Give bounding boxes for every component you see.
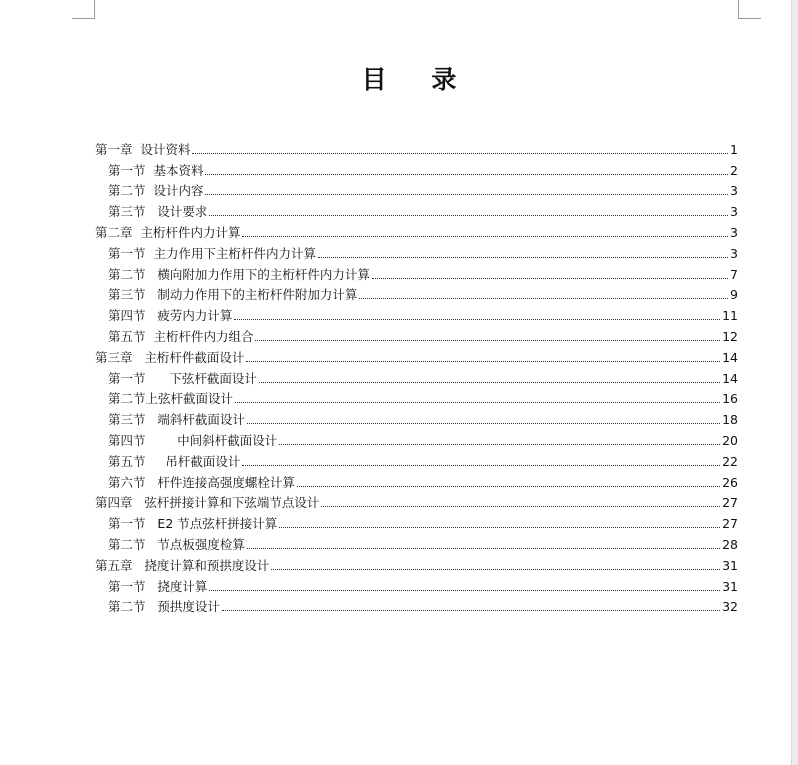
- toc-leader-dots: [205, 193, 728, 195]
- toc-page-number: 3: [730, 224, 738, 240]
- toc-chapter-entry[interactable]: [95, 219, 738, 240]
- toc-section-entry[interactable]: [95, 323, 738, 344]
- toc-page-number: 3: [730, 183, 738, 199]
- toc-page-number: 12: [722, 328, 738, 344]
- toc-leader-dots: [271, 568, 720, 570]
- toc-leader-dots: [372, 277, 728, 279]
- toc-leader-dots: [222, 609, 720, 611]
- toc-entry-label: 第六节 杆件连接高强度螺栓计算: [108, 474, 295, 490]
- toc-page-number: 1: [730, 141, 738, 157]
- toc-section-entry[interactable]: [95, 282, 738, 303]
- toc-entry-label: 第四节 疲劳内力计算: [108, 308, 233, 324]
- toc-leader-dots: [192, 152, 728, 154]
- toc-section-entry[interactable]: [95, 406, 738, 427]
- toc-section-entry[interactable]: [95, 261, 738, 282]
- toc-entry-label: 第四章 弦杆拼接计算和下弦端节点设计: [95, 495, 320, 511]
- toc-page-number: 26: [722, 474, 738, 490]
- toc-page-number: 11: [722, 308, 738, 324]
- toc-leader-dots: [247, 422, 720, 424]
- toc-leader-dots: [242, 235, 728, 237]
- top-right-margin-mark: [738, 0, 761, 19]
- toc-chapter-entry[interactable]: [95, 136, 738, 157]
- toc-section-entry[interactable]: [95, 178, 738, 199]
- toc-entry-label: 第二章 主桁杆件内力计算: [95, 224, 241, 240]
- table-of-contents: [95, 136, 738, 614]
- toc-entry-label: 第一节 基本资料: [108, 162, 204, 178]
- toc-entry-label: 第三节 设计要求: [108, 204, 208, 220]
- toc-entry-label: 第二节 节点板强度检算: [108, 536, 245, 552]
- toc-entry-label: 第一节 挠度计算: [108, 578, 208, 594]
- toc-page-number: 2: [730, 162, 738, 178]
- toc-leader-dots: [209, 589, 720, 591]
- toc-section-entry[interactable]: [95, 365, 738, 386]
- toc-leader-dots: [235, 401, 720, 403]
- toc-section-entry[interactable]: [95, 302, 738, 323]
- toc-page-number: 3: [730, 245, 738, 261]
- toc-entry-label: 第五节 吊杆截面设计: [108, 453, 241, 469]
- toc-chapter-entry[interactable]: [95, 552, 738, 573]
- toc-page-number: 31: [722, 557, 738, 573]
- toc-entry-label: 第三节 制动力作用下的主桁杆件附加力计算: [108, 287, 358, 303]
- toc-entry-label: 第四节 中间斜杆截面设计: [108, 432, 278, 448]
- toc-page-number: 22: [722, 453, 738, 469]
- toc-leader-dots: [359, 297, 728, 299]
- toc-page-number: 14: [722, 370, 738, 386]
- toc-page-number: 3: [730, 204, 738, 220]
- toc-entry-label: 第一章 设计资料: [95, 141, 191, 157]
- toc-page-number: 18: [722, 412, 738, 428]
- toc-page-number: 32: [722, 599, 738, 615]
- toc-entry-label: 第一节 E2 节点弦杆拼接计算: [108, 516, 278, 532]
- toc-entry-label: 第二节 预拱度设计: [108, 599, 220, 615]
- toc-leader-dots: [279, 443, 720, 445]
- toc-page-number: 16: [722, 391, 738, 407]
- toc-leader-dots: [205, 173, 728, 175]
- toc-section-entry[interactable]: [95, 240, 738, 261]
- toc-section-entry[interactable]: [95, 573, 738, 594]
- toc-leader-dots: [242, 464, 720, 466]
- toc-section-entry[interactable]: [95, 510, 738, 531]
- toc-page-number: 27: [722, 495, 738, 511]
- toc-chapter-entry[interactable]: [95, 344, 738, 365]
- toc-leader-dots: [209, 214, 728, 216]
- toc-section-entry[interactable]: [95, 427, 738, 448]
- toc-entry-label: 第二节上弦杆截面设计: [108, 391, 234, 407]
- toc-leader-dots: [297, 485, 720, 487]
- toc-page-number: 31: [722, 578, 738, 594]
- toc-chapter-entry[interactable]: [95, 490, 738, 511]
- page-edge: [791, 0, 798, 765]
- top-left-margin-mark: [72, 0, 95, 19]
- toc-leader-dots: [255, 339, 720, 341]
- toc-entry-label: 第五章 挠度计算和预拱度设计: [95, 557, 270, 573]
- toc-title: 目 录: [361, 65, 475, 94]
- toc-leader-dots: [321, 505, 720, 507]
- toc-page-number: 20: [722, 432, 738, 448]
- toc-page-number: 7: [730, 266, 738, 282]
- toc-page-number: 28: [722, 536, 738, 552]
- toc-section-entry[interactable]: [95, 469, 738, 490]
- toc-entry-label: 第二节 设计内容: [108, 183, 204, 199]
- toc-leader-dots: [279, 526, 720, 528]
- toc-section-entry[interactable]: [95, 594, 738, 615]
- toc-leader-dots: [246, 360, 720, 362]
- toc-leader-dots: [234, 318, 720, 320]
- toc-section-entry[interactable]: [95, 386, 738, 407]
- toc-entry-label: 第一节 主力作用下主桁杆件内力计算: [108, 245, 316, 261]
- toc-section-entry[interactable]: [95, 448, 738, 469]
- toc-entry-label: 第五节 主桁杆件内力组合: [108, 328, 254, 344]
- toc-entry-label: 第三章 主桁杆件截面设计: [95, 349, 245, 365]
- toc-entry-label: 第二节 横向附加力作用下的主桁杆件内力计算: [108, 266, 370, 282]
- toc-section-entry[interactable]: [95, 157, 738, 178]
- toc-section-entry[interactable]: [95, 198, 738, 219]
- toc-leader-dots: [247, 547, 720, 549]
- toc-page-number: 14: [722, 349, 738, 365]
- toc-page-number: 27: [722, 516, 738, 532]
- toc-section-entry[interactable]: [95, 531, 738, 552]
- toc-leader-dots: [259, 381, 720, 383]
- toc-leader-dots: [318, 256, 728, 258]
- toc-page-number: 9: [730, 287, 738, 303]
- toc-entry-label: 第三节 端斜杆截面设计: [108, 412, 245, 428]
- toc-entry-label: 第一节 下弦杆截面设计: [108, 370, 257, 386]
